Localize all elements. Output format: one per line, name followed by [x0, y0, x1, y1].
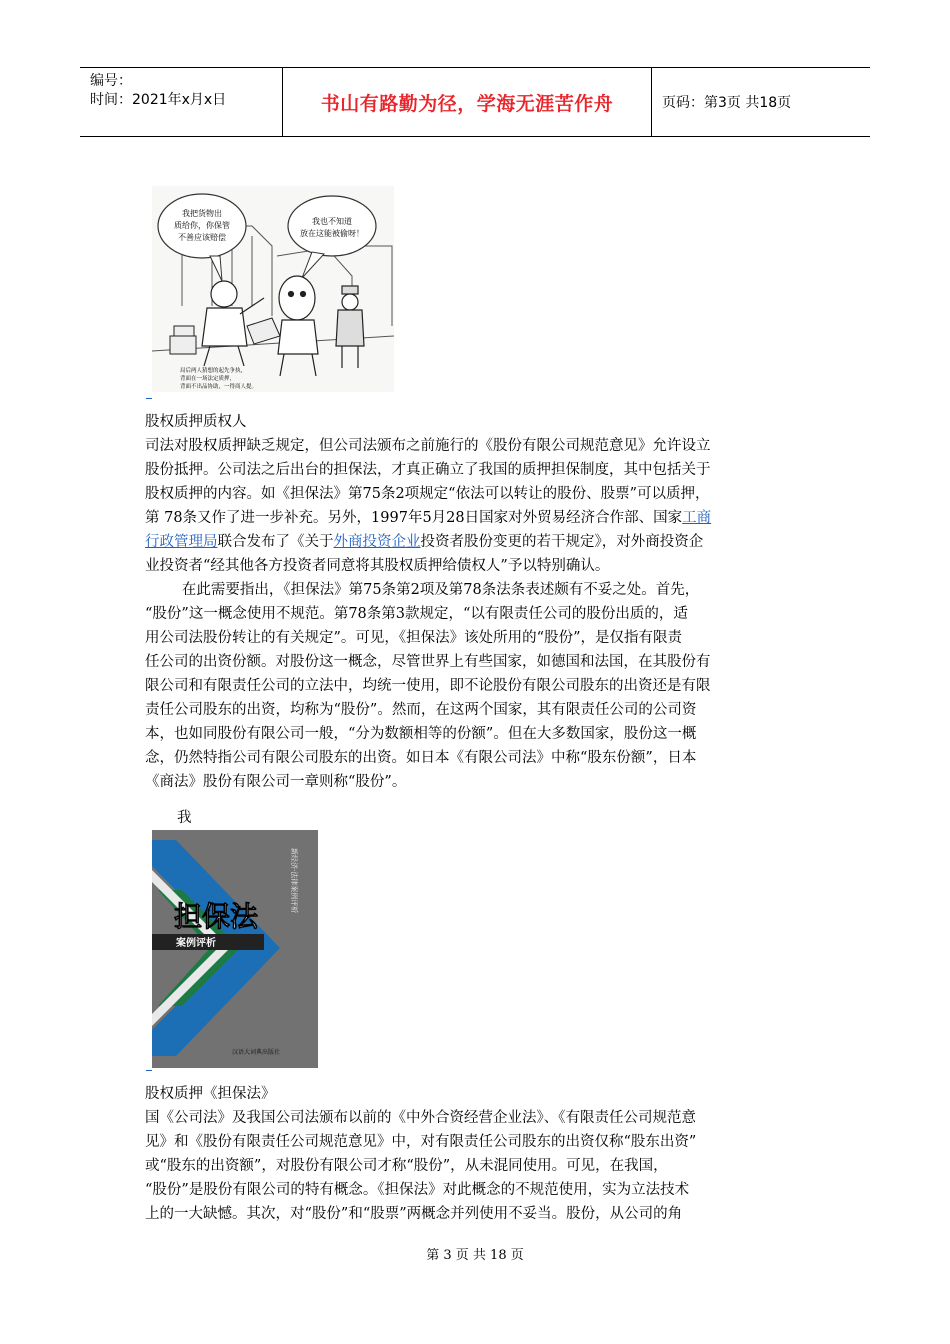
paragraph-2-line: 限公司和有限责任公司的立法中，均统一使用，即不论股份有限公司股东的出资还是有限	[145, 678, 711, 694]
text-run: 业投资者“经其他各方投资者同意将其股权质押给债权人”予以特别确认。	[145, 558, 610, 574]
text-run: 联合发布了《关于	[217, 534, 334, 550]
text-run: 股权质押的内容。如《担保法》第75条2项规定“依法可以转让的股份、股票”可以质押，	[145, 486, 710, 502]
book-title: 担保法	[174, 900, 259, 933]
inline-link[interactable]: 行政管理局	[145, 534, 218, 550]
inline-link[interactable]: 外商投资企业	[333, 534, 421, 550]
paragraph-1-line	[145, 506, 711, 530]
serial-label: 编号：	[90, 73, 132, 89]
cartoon-image	[152, 186, 394, 392]
cartoon-caption-3: 背面不出品协助，一得商人提。	[180, 384, 258, 390]
inline-link[interactable]: 工商	[682, 510, 712, 526]
cartoon-caption-2: 背面在一场法定质押，	[180, 376, 236, 382]
paragraph-3	[145, 1106, 696, 1226]
bubble-left-line-3: 不善应该赔偿	[178, 233, 226, 242]
paragraph-3-line: 上的一大缺憾。其次，对“股份”和“股票”两概念并列使用不妥当。股份，从公司的角	[145, 1206, 683, 1222]
caption-1: 股权质押质权人	[145, 414, 247, 430]
text-run: 第 78条又作了进一步补充。另外，1997年5月28日国家对外贸易经济合作部、国家	[145, 510, 683, 526]
header-table	[80, 67, 870, 137]
paragraph-3-line: 国《公司法》及我国公司法颁布以前的《中外合资经营企业法》、《有限责任公司规范意	[145, 1110, 696, 1126]
page-footer: 第 3 页 共 18 页	[426, 1248, 524, 1263]
bubble-left-line-2: 质给你，你保管	[174, 221, 230, 230]
bubble-right-line-2: 放在这能被偷呀！	[300, 229, 364, 238]
paragraph-1-line	[145, 554, 711, 578]
paragraph-3-start: 我	[177, 810, 192, 826]
header-page-cell	[652, 68, 870, 136]
bubble-left-line-1: 我把货物出	[182, 209, 222, 218]
paragraph-1-line	[145, 458, 711, 482]
paragraph-3-line: 见》和《股份有限责任公司规范意见》中，对有限责任公司股东的出资仅称“股东出资”	[145, 1134, 697, 1150]
paragraph-2-line: 任公司的出资份额。对股份这一概念，尽管世界上有些国家，如德国和法国，在其股份有	[145, 654, 711, 670]
book-vertical-text: 新经济·法律案例评析	[290, 848, 298, 914]
text-run: 股份抵押。公司法之后出台的担保法，才真正确立了我国的质押担保制度，其中包括关于	[145, 462, 711, 478]
paragraph-2-line: 念，仍然特指公司有限公司股东的出资。如日本《有限公司法》中称“股东份额”，日本	[145, 750, 697, 766]
bubble-right-line-1: 我也不知道	[312, 217, 352, 226]
paragraph-2-line: 《商法》股份有限公司一章则称“股份”。	[145, 774, 407, 790]
header-meta-cell	[80, 68, 283, 136]
text-run: 投资者股份变更的若干规定》，对外商投资企	[420, 534, 704, 550]
text-run: 司法对股权质押缺乏规定，但公司法颁布之前施行的《股份有限公司规范意见》允许设立	[145, 438, 711, 454]
book-cover-image	[152, 830, 318, 1068]
header-motto-cell	[283, 68, 652, 136]
paragraph-1-line	[145, 482, 711, 506]
paragraph-2-line: 在此需要指出，《担保法》第75条第2项及第78条法条表述颇有不妥之处。首先，	[145, 582, 700, 598]
motto-text: 书山有路勤为径，学海无涯苦作舟	[320, 92, 614, 115]
book-publisher: 汉语大词典出版社	[232, 1049, 281, 1056]
date-label: 时间：2021年x月x日	[90, 92, 227, 108]
paragraph-3-line: “股份”是股份有限公司的特有概念。《担保法》对此概念的不规范使用，实为立法技术	[145, 1182, 690, 1198]
paragraph-1	[145, 434, 711, 578]
paragraph-1-line	[145, 530, 711, 554]
paragraph-2-line: 用公司法股份转让的有关规定”。可见，《担保法》该处所用的“股份”，是仅指有限责	[145, 630, 682, 646]
page-label: 页码：第3页 共18页	[662, 95, 792, 111]
image-anchor-link[interactable]	[146, 398, 152, 399]
image-anchor-link-2[interactable]	[146, 1070, 152, 1071]
paragraph-3-line: 或“股东的出资额”，对股份有限公司才称“股份”，从未混同使用。可见，在我国，	[145, 1158, 668, 1174]
cartoon-caption-1: 局后两人猜想的起先争执，	[180, 368, 247, 374]
paragraph-2-line: 责任公司股东的出资，均称为“股份”。然而，在这两个国家，其有限责任公司的公司资	[145, 702, 697, 718]
paragraph-2	[145, 578, 711, 794]
paragraph-1-line	[145, 434, 711, 458]
paragraph-2-line: “股份”这一概念使用不规范。第78条第3款规定，“以有限责任公司的股份出质的，适	[145, 606, 688, 622]
caption-2: 股权质押《担保法》	[145, 1086, 276, 1102]
paragraph-2-line: 本，也如同股份有限公司一般，“分为数额相等的份额”。但在大多数国家，股份这一概	[145, 726, 697, 742]
book-subtitle: 案例评析	[176, 938, 216, 949]
